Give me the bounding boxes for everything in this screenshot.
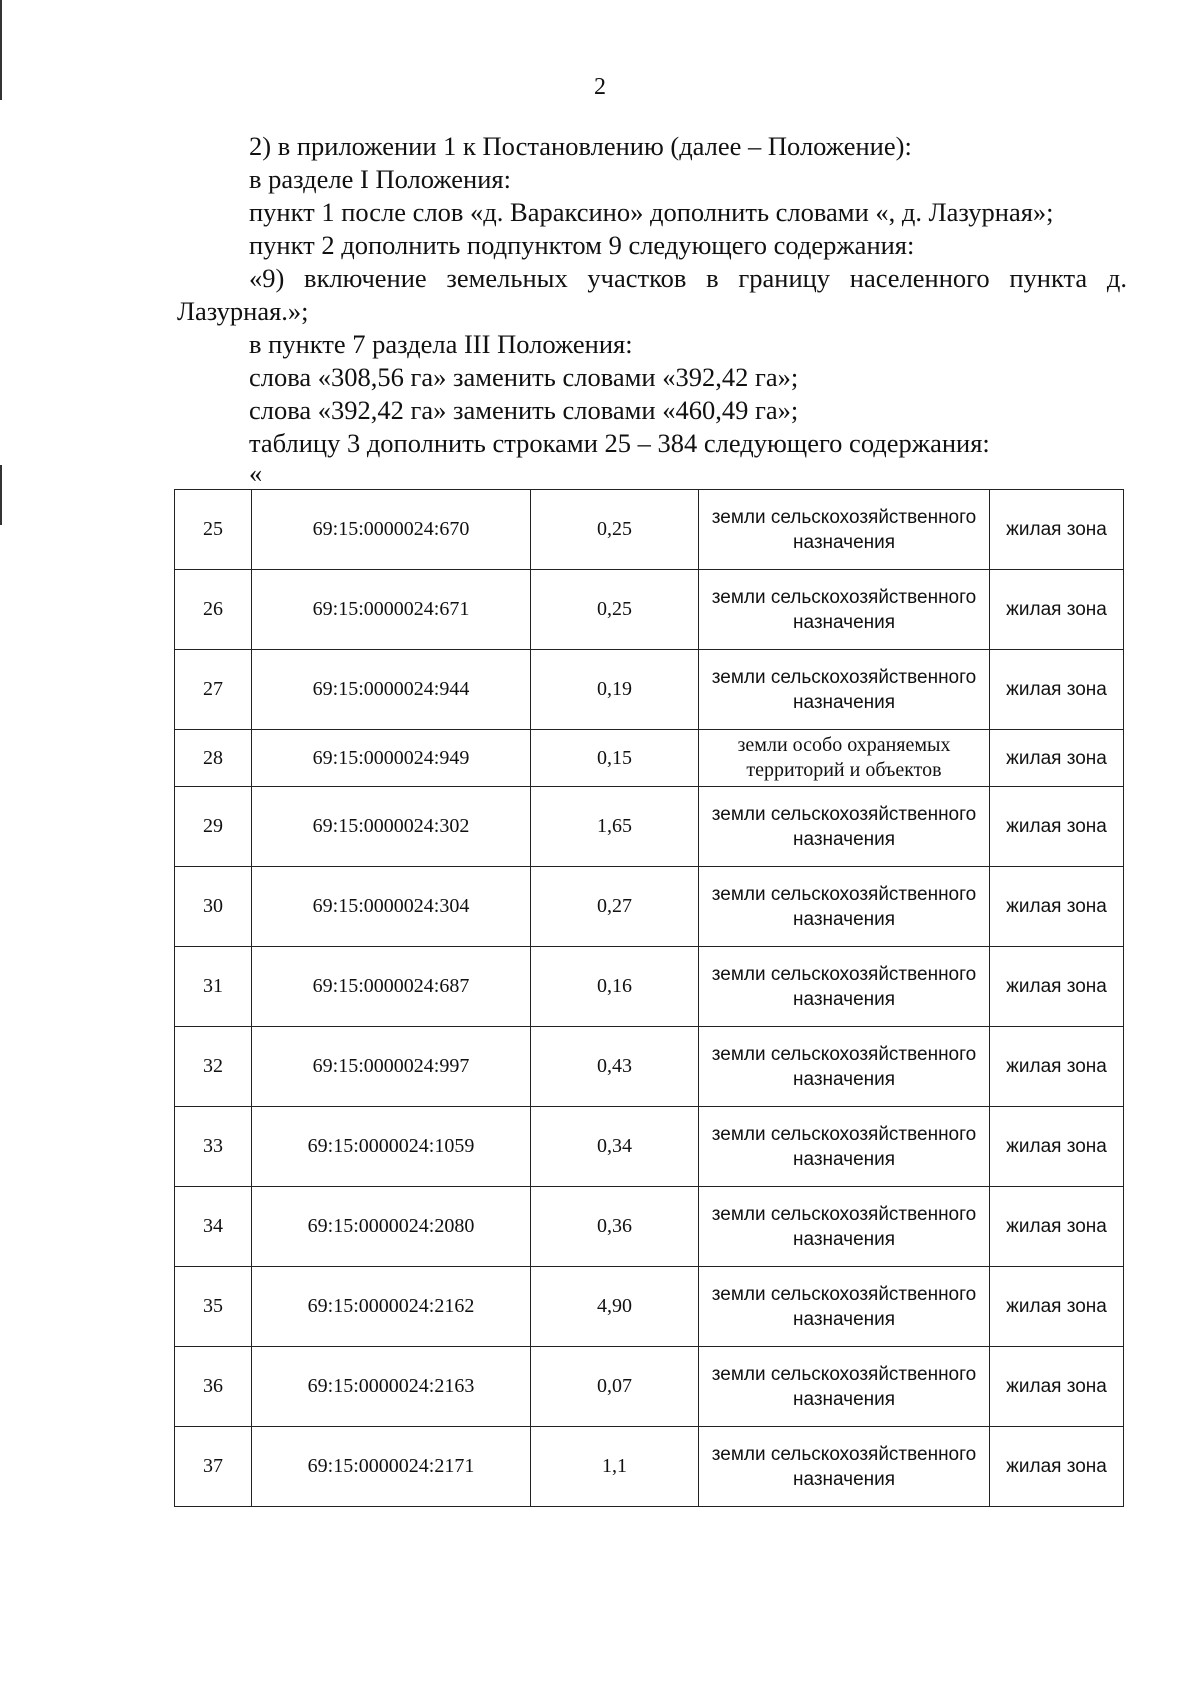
functional-zone: жилая зона xyxy=(990,1347,1124,1427)
row-number: 29 xyxy=(175,787,252,867)
table-row xyxy=(175,650,1124,730)
row-number: 28 xyxy=(175,730,252,787)
paragraph: таблицу 3 дополнить строками 25 – 384 следующего содержания: xyxy=(249,428,990,458)
paragraph: слова «308,56 га» заменить словами «392,42 га»; xyxy=(249,362,799,392)
cadastral-number: 69:15:0000024:302 xyxy=(252,787,531,867)
paragraph: слова «392,42 га» заменить словами «460,49 га»; xyxy=(249,395,799,425)
table-row xyxy=(175,1187,1124,1267)
opening-quote: « xyxy=(249,458,263,488)
land-category: земли особо охраняемых территорий и объектов xyxy=(699,730,990,787)
row-number: 27 xyxy=(175,650,252,730)
page-number: 2 xyxy=(594,74,606,100)
cadastral-number: 69:15:0000024:671 xyxy=(252,570,531,650)
paragraph: «9) включение земельных участков в границу населенного пункта д. Лазурная.»; xyxy=(177,263,1127,326)
paragraph: в разделе I Положения: xyxy=(249,164,511,194)
table-row xyxy=(175,730,1124,787)
area-ha: 0,36 xyxy=(531,1187,699,1267)
table-row xyxy=(175,1347,1124,1427)
functional-zone: жилая зона xyxy=(990,570,1124,650)
land-plots-table xyxy=(174,489,1124,1507)
row-number: 31 xyxy=(175,947,252,1027)
functional-zone: жилая зона xyxy=(990,1267,1124,1347)
land-category: земли сельскохозяйственного назначения xyxy=(699,947,990,1027)
land-category: земли сельскохозяйственного назначения xyxy=(699,650,990,730)
cadastral-number: 69:15:0000024:2162 xyxy=(252,1267,531,1347)
area-ha: 1,1 xyxy=(531,1427,699,1507)
land-category: земли сельскохозяйственного назначения xyxy=(699,787,990,867)
functional-zone: жилая зона xyxy=(990,867,1124,947)
functional-zone: жилая зона xyxy=(990,1027,1124,1107)
row-number: 33 xyxy=(175,1107,252,1187)
table-row xyxy=(175,1427,1124,1507)
functional-zone: жилая зона xyxy=(990,787,1124,867)
cadastral-number: 69:15:0000024:2080 xyxy=(252,1187,531,1267)
functional-zone: жилая зона xyxy=(990,1107,1124,1187)
land-category: земли сельскохозяйственного назначения xyxy=(699,1267,990,1347)
functional-zone: жилая зона xyxy=(990,730,1124,787)
table-row xyxy=(175,490,1124,570)
table-row xyxy=(175,570,1124,650)
area-ha: 0,43 xyxy=(531,1027,699,1107)
paragraph: пункт 2 дополнить подпунктом 9 следующего содержания: xyxy=(249,230,915,260)
paragraph: пункт 1 после слов «д. Вараксино» дополнить словами «, д. Лазурная»; xyxy=(249,197,1054,227)
functional-zone: жилая зона xyxy=(990,1427,1124,1507)
cadastral-number: 69:15:0000024:304 xyxy=(252,867,531,947)
land-category: земли сельскохозяйственного назначения xyxy=(699,867,990,947)
land-category: земли сельскохозяйственного назначения xyxy=(699,1107,990,1187)
area-ha: 0,25 xyxy=(531,570,699,650)
row-number: 26 xyxy=(175,570,252,650)
cadastral-number: 69:15:0000024:2163 xyxy=(252,1347,531,1427)
area-ha: 0,25 xyxy=(531,490,699,570)
cadastral-number: 69:15:0000024:997 xyxy=(252,1027,531,1107)
land-category: земли сельскохозяйственного назначения xyxy=(699,1347,990,1427)
paragraph: в пункте 7 раздела III Положения: xyxy=(249,329,633,359)
cadastral-number: 69:15:0000024:687 xyxy=(252,947,531,1027)
land-category: земли сельскохозяйственного назначения xyxy=(699,1027,990,1107)
document-body xyxy=(177,130,1127,486)
row-number: 37 xyxy=(175,1427,252,1507)
cadastral-number: 69:15:0000024:1059 xyxy=(252,1107,531,1187)
cadastral-number: 69:15:0000024:670 xyxy=(252,490,531,570)
area-ha: 0,07 xyxy=(531,1347,699,1427)
area-ha: 0,19 xyxy=(531,650,699,730)
row-number: 32 xyxy=(175,1027,252,1107)
row-number: 36 xyxy=(175,1347,252,1427)
table-row xyxy=(175,1107,1124,1187)
cadastral-number: 69:15:0000024:944 xyxy=(252,650,531,730)
area-ha: 0,27 xyxy=(531,867,699,947)
table-row xyxy=(175,1027,1124,1107)
table-row xyxy=(175,947,1124,1027)
area-ha: 1,65 xyxy=(531,787,699,867)
row-number: 25 xyxy=(175,490,252,570)
land-category: земли сельскохозяйственного назначения xyxy=(699,490,990,570)
area-ha: 0,16 xyxy=(531,947,699,1027)
land-category: земли сельскохозяйственного назначения xyxy=(699,570,990,650)
scan-edge-mark xyxy=(0,465,2,525)
area-ha: 4,90 xyxy=(531,1267,699,1347)
table-row xyxy=(175,787,1124,867)
functional-zone: жилая зона xyxy=(990,490,1124,570)
paragraph: 2) в приложении 1 к Постановлению (далее – Положение): xyxy=(249,131,912,161)
land-category: земли сельскохозяйственного назначения xyxy=(699,1427,990,1507)
land-category: земли сельскохозяйственного назначения xyxy=(699,1187,990,1267)
table-row xyxy=(175,867,1124,947)
row-number: 30 xyxy=(175,867,252,947)
functional-zone: жилая зона xyxy=(990,650,1124,730)
cadastral-number: 69:15:0000024:2171 xyxy=(252,1427,531,1507)
cadastral-number: 69:15:0000024:949 xyxy=(252,730,531,787)
functional-zone: жилая зона xyxy=(990,1187,1124,1267)
functional-zone: жилая зона xyxy=(990,947,1124,1027)
area-ha: 0,34 xyxy=(531,1107,699,1187)
area-ha: 0,15 xyxy=(531,730,699,787)
row-number: 34 xyxy=(175,1187,252,1267)
table-row xyxy=(175,1267,1124,1347)
row-number: 35 xyxy=(175,1267,252,1347)
